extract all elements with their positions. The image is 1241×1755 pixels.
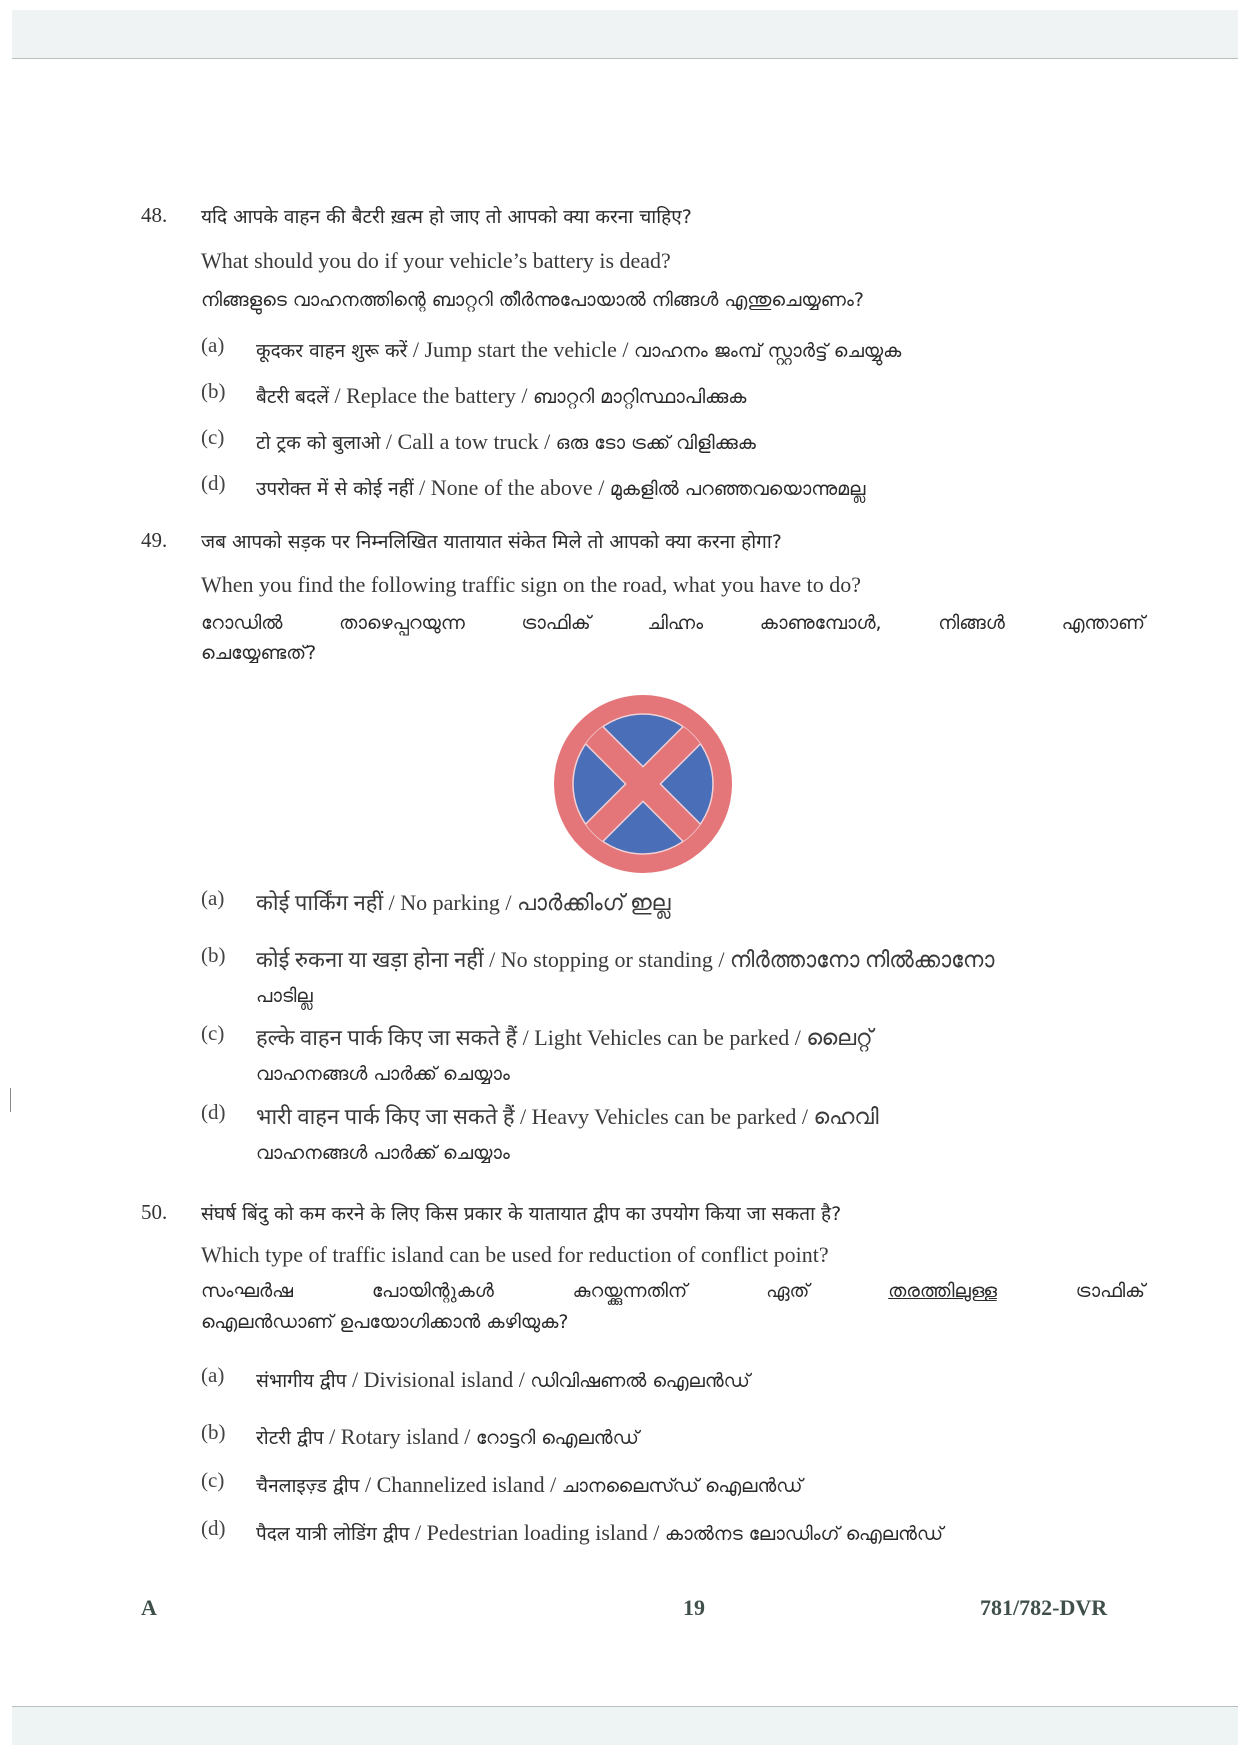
question-text-hindi: संघर्ष बिंदु को कम करने के लिए किस प्रकार के यातायात द्वीप का उपयोग किया जा सकता है? (201, 1203, 842, 1225)
separator: / (592, 475, 610, 500)
option-text (256, 425, 1146, 461)
option-english: Jump start the vehicle (424, 337, 617, 362)
question-number: 48. (141, 203, 168, 227)
option-hindi: टो ट्रक को बुलाओ (256, 432, 381, 454)
option-english: Call a tow truck (397, 429, 539, 454)
word: തരത്തിലുള്ള (888, 1280, 997, 1302)
word: കാണുമ്പോൾ, (759, 612, 882, 634)
option-line1: कोई रुकना या खड़ा होना नहीं / No stopping or standing / നിർത്താനോ നിൽക്കാനോ (256, 947, 995, 972)
no-stopping-sign-image (553, 694, 733, 874)
option-hindi: रोटरी द्वीप (256, 1427, 324, 1449)
word: സംഘർഷ (201, 1280, 293, 1302)
option-text (256, 1100, 1146, 1171)
separator: / (458, 1424, 476, 1449)
question-text-english: What should you do if your vehicle’s battery is dead? (201, 248, 671, 273)
footer-set-code: A (141, 1595, 157, 1620)
option-english: None of the above (430, 475, 593, 500)
separator: / (538, 429, 556, 454)
option-malayalam: ചാനലൈസ്ഡ് ഐലൻഡ് (561, 1475, 803, 1497)
option-line2: വാഹനങ്ങൾ പാർക്ക് ചെയ്യാം (256, 1142, 510, 1164)
separator: / (380, 429, 398, 454)
option-hindi: कूदकर वाहन शुरू करें (256, 340, 408, 362)
option-letter: (a) (201, 333, 225, 357)
separator: / (647, 1520, 665, 1545)
option-english: Rotary island (340, 1424, 459, 1449)
option-text (256, 471, 1146, 507)
question-text-hindi: यदि आपके वाहन की बैटरी ख़त्म हो जाए तो आपको क्या करना चाहिए? (201, 206, 692, 228)
question-text-hindi: जब आपको सड़क पर निम्नलिखित यातायात संकेत मिले तो आपको क्या करना होगा? (201, 531, 782, 553)
separator: / (544, 1472, 562, 1497)
question-text-malayalam-line2: ചെയ്യേണ്ടത്? (201, 642, 317, 664)
option-text (256, 1468, 1146, 1504)
option-text (256, 379, 1146, 415)
word: റോഡിൽ (201, 612, 283, 634)
word: ട്രാഫിക് (1075, 1280, 1145, 1302)
option-malayalam: വാഹനം ജംമ്പ് സ്റ്റാർട്ട് ചെയ്യുക (634, 340, 902, 362)
option-letter: (a) (201, 886, 225, 910)
option-letter: (d) (201, 1100, 226, 1124)
option-malayalam: റോട്ടറി ഐലൻഡ് (475, 1427, 639, 1449)
option-malayalam: ഡിവിഷണൽ ഐലൻഡ് (530, 1370, 750, 1392)
option-english: Divisional island (363, 1367, 514, 1392)
footer-page-number: 19 (683, 1595, 705, 1620)
option-text (256, 333, 1146, 369)
question-text-english: When you find the following traffic sign on the road, what you have to do? (201, 572, 862, 597)
word: ചിഹ്നം (647, 612, 704, 634)
option-letter: (b) (201, 1420, 226, 1444)
option-letter: (d) (201, 471, 226, 495)
word: നിങ്ങൾ (938, 612, 1005, 634)
option-line1: हल्के वाहन पार्क किए जा सकते हैं / Light Vehicles can be parked / ലൈറ്റ് (256, 1025, 873, 1050)
option-line2: വാഹനങ്ങൾ പാർക്ക് ചെയ്യാം (256, 1063, 510, 1085)
option-hindi: संभागीय द्वीप (256, 1370, 347, 1392)
question-number: 49. (141, 528, 168, 552)
option-hindi: पैदल यात्री लोडिंग द्वीप (256, 1523, 410, 1545)
option-text (256, 1021, 1146, 1092)
option-english: Replace the battery (346, 383, 516, 408)
question-text-english: Which type of traffic island can be used for reduction of conflict point? (201, 1242, 829, 1267)
word: കുറയ്ക്കുന്നതിന് (572, 1280, 688, 1302)
word: എന്താണ് (1061, 612, 1145, 634)
separator: / (328, 383, 347, 408)
option-letter: (c) (201, 1468, 225, 1492)
option-line2: പാടില്ല (256, 985, 313, 1007)
option-letter: (b) (201, 943, 226, 967)
option-line1: भारी वाहन पार्क किए जा सकते हैं / Heavy Vehicles can be parked / ഹെവി (256, 1104, 879, 1129)
word: താഴെപ്പറയുന്ന (339, 612, 465, 634)
option-english: Channelized island (376, 1472, 545, 1497)
option-malayalam: ഒരു ടോ ട്രക്ക് വിളിക്കുക (555, 432, 756, 454)
scan-header-band (12, 10, 1238, 59)
separator: / (346, 1367, 364, 1392)
word: ഏത് (766, 1280, 810, 1302)
option-letter: (d) (201, 1516, 226, 1540)
option-letter: (a) (201, 1363, 225, 1387)
option-text (256, 1516, 1146, 1552)
scan-edge-mark (10, 1088, 11, 1112)
option-malayalam: ബാറ്ററി മാറ്റിസ്ഥാപിക്കുക (533, 386, 747, 408)
word: പോയിന്റുകൾ (371, 1280, 494, 1302)
option-line1: कोई पार्किंग नहीं / No parking / പാർക്കിംഗ് ഇല്ല (256, 890, 671, 915)
word: ട്രാഫിക് (521, 612, 591, 634)
option-hindi: चैनलाइज़्ड द्वीप (256, 1475, 360, 1497)
question-text-malayalam-line2: ഐലൻഡാണ് ഉപയോഗിക്കാൻ കഴിയുക? (201, 1311, 569, 1333)
separator: / (515, 383, 534, 408)
scan-footer-band (12, 1706, 1238, 1745)
option-text (256, 943, 1146, 1014)
separator: / (413, 475, 431, 500)
option-english: Pedestrian loading island (426, 1520, 648, 1545)
option-text (256, 886, 1146, 922)
option-hindi: उपरोक्त में से कोई नहीं (256, 478, 414, 500)
question-text-malayalam: നിങ്ങളുടെ വാഹനത്തിന്റെ ബാറ്ററി തീർന്നുപോയാൽ നിങ്ങൾ എന്തുചെയ്യണം? (201, 289, 864, 311)
option-text (256, 1363, 1146, 1399)
separator: / (407, 337, 425, 362)
option-letter: (c) (201, 1021, 225, 1045)
separator: / (513, 1367, 531, 1392)
question-text-malayalam (201, 612, 1145, 634)
separator: / (409, 1520, 427, 1545)
option-text (256, 1420, 1146, 1456)
separator: / (359, 1472, 377, 1497)
separator: / (323, 1424, 341, 1449)
footer-paper-code: 781/782-DVR (980, 1595, 1108, 1620)
option-letter: (b) (201, 379, 226, 403)
option-letter: (c) (201, 425, 225, 449)
question-number: 50. (141, 1200, 168, 1224)
option-malayalam: കാൽനട ലോഡിംഗ് ഐലൻഡ് (664, 1523, 944, 1545)
option-hindi: बैटरी बदलें (256, 386, 329, 408)
option-malayalam: മുകളിൽ പറഞ്ഞവയൊന്നുമല്ല (609, 478, 866, 500)
question-text-malayalam (201, 1280, 1145, 1302)
separator: / (616, 337, 635, 362)
